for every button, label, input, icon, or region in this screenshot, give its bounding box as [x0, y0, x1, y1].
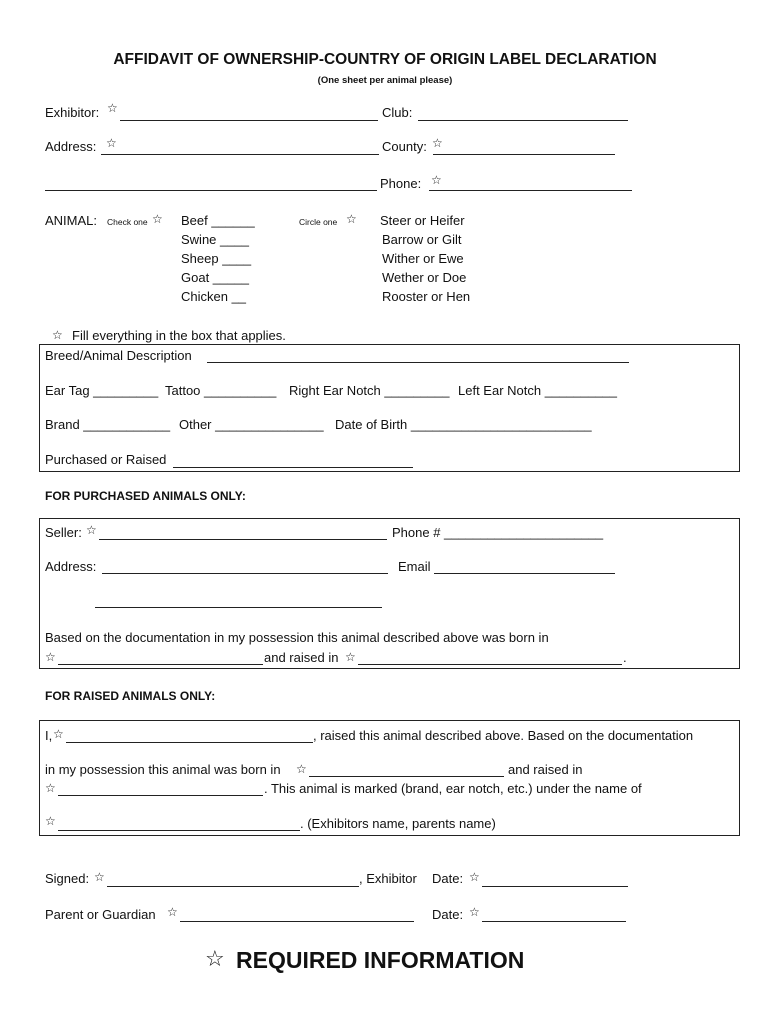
- form-title: AFFIDAVIT OF OWNERSHIP-COUNTRY OF ORIGIN LABEL DECLARATION: [113, 51, 657, 68]
- period: .: [623, 650, 627, 665]
- animal-label: ANIMAL:: [45, 213, 98, 228]
- breed-field[interactable]: [207, 362, 629, 363]
- species-goat[interactable]: Goat _____: [181, 270, 249, 285]
- address-line-2-field[interactable]: [45, 190, 377, 191]
- fill-instruction: Fill everything in the box that applies.: [72, 328, 286, 343]
- sex-option-barrow-gilt[interactable]: Barrow or Gilt: [382, 232, 462, 247]
- required-star-icon: ☆: [45, 781, 56, 795]
- parent-date-field[interactable]: [482, 921, 626, 922]
- required-star-icon: ☆: [52, 328, 63, 342]
- parent-guardian-label: Parent or Guardian: [45, 907, 156, 922]
- phone-field[interactable]: [429, 190, 632, 191]
- seller-address-label: Address:: [45, 559, 97, 574]
- raised-raised-in-field[interactable]: [58, 795, 263, 796]
- club-field[interactable]: [418, 120, 628, 121]
- tattoo-field[interactable]: Tattoo __________: [165, 383, 277, 398]
- signed-label: Signed:: [45, 871, 90, 886]
- exhibitor-signature-field[interactable]: [107, 886, 359, 887]
- exhibitor-label: Exhibitor:: [45, 105, 100, 120]
- required-star-icon: ☆: [107, 101, 118, 115]
- required-star-icon: ☆: [345, 650, 356, 664]
- form-subtitle: (One sheet per animal please): [317, 75, 453, 86]
- county-field[interactable]: [433, 154, 615, 155]
- required-star-icon: ☆: [45, 650, 56, 664]
- purchased-raised-field[interactable]: [173, 467, 413, 468]
- exhibitor-suffix: , Exhibitor: [359, 871, 417, 886]
- required-star-icon: ☆: [469, 905, 480, 919]
- names-note: . (Exhibitors name, parents name): [300, 816, 496, 831]
- required-star-icon: ☆: [86, 523, 97, 537]
- marked-statement: . This animal is marked (brand, ear notch, etc.) under the name of: [264, 781, 642, 796]
- required-star-icon: ☆: [152, 212, 163, 226]
- purchased-born-in-field[interactable]: [58, 664, 263, 665]
- species-chicken[interactable]: Chicken __: [181, 289, 247, 304]
- seller-phone-field[interactable]: Phone # ______________________: [392, 525, 604, 540]
- species-beef[interactable]: Beef ______: [181, 213, 255, 228]
- right-ear-notch-field[interactable]: Right Ear Notch _________: [289, 383, 450, 398]
- ear-tag-field[interactable]: Ear Tag _________: [45, 383, 159, 398]
- raised-i-label: I,: [45, 728, 53, 743]
- date-label: Date:: [432, 871, 464, 886]
- raised-raised-in-label: and raised in: [508, 762, 583, 777]
- phone-label: Phone:: [380, 176, 422, 191]
- seller-address-line-2-field[interactable]: [95, 607, 382, 608]
- sex-option-wether-doe[interactable]: Wether or Doe: [382, 270, 467, 285]
- required-star-icon: ☆: [45, 814, 56, 828]
- required-star-icon: ☆: [432, 136, 443, 150]
- left-ear-notch-field[interactable]: Left Ear Notch __________: [458, 383, 618, 398]
- required-star-icon: ☆: [106, 136, 117, 150]
- required-star-icon: ☆: [205, 947, 225, 972]
- address-label: Address:: [45, 139, 97, 154]
- purchased-raised-in-field[interactable]: [358, 664, 622, 665]
- sex-option-rooster-hen[interactable]: Rooster or Hen: [382, 289, 471, 304]
- purchased-heading: FOR PURCHASED ANIMALS ONLY:: [45, 489, 246, 503]
- required-information-note: REQUIRED INFORMATION: [236, 947, 525, 973]
- purchased-box: [39, 518, 740, 669]
- brand-field[interactable]: Brand ____________: [45, 417, 171, 432]
- breed-label: Breed/Animal Description: [45, 348, 192, 363]
- exhibitor-date-field[interactable]: [482, 886, 628, 887]
- county-label: County:: [382, 139, 427, 154]
- other-field[interactable]: Other _______________: [179, 417, 324, 432]
- date-label-2: Date:: [432, 907, 464, 922]
- raised-heading: FOR RAISED ANIMALS ONLY:: [45, 689, 216, 703]
- email-field[interactable]: [434, 573, 615, 574]
- species-sheep[interactable]: Sheep ____: [181, 251, 252, 266]
- required-star-icon: ☆: [296, 762, 307, 776]
- species-swine[interactable]: Swine ____: [181, 232, 249, 247]
- seller-field[interactable]: [99, 539, 387, 540]
- date-of-birth-field[interactable]: Date of Birth _________________________: [335, 417, 592, 432]
- raiser-name-field[interactable]: [66, 742, 313, 743]
- circle-one-label: Circle one: [299, 217, 338, 227]
- parent-signature-field[interactable]: [180, 921, 414, 922]
- raised-statement: , raised this animal described above. Based on the documentation: [313, 728, 694, 743]
- purchased-statement: Based on the documentation in my possession this animal described above was born in: [45, 630, 549, 645]
- required-star-icon: ☆: [346, 212, 357, 226]
- required-star-icon: ☆: [167, 905, 178, 919]
- required-star-icon: ☆: [469, 870, 480, 884]
- sex-option-steer-heifer[interactable]: Steer or Heifer: [380, 213, 465, 228]
- purchased-raised-label: Purchased or Raised: [45, 452, 167, 467]
- exhibitor-field[interactable]: [120, 120, 378, 121]
- check-one-label: Check one: [107, 217, 148, 227]
- required-star-icon: ☆: [431, 173, 442, 187]
- seller-address-field[interactable]: [102, 573, 388, 574]
- marked-name-field[interactable]: [58, 830, 300, 831]
- sex-option-wither-ewe[interactable]: Wither or Ewe: [382, 251, 464, 266]
- club-label: Club:: [382, 105, 413, 120]
- purchased-raised-in-label: and raised in: [264, 650, 339, 665]
- required-star-icon: ☆: [53, 727, 64, 741]
- possession-text: in my possession this animal was born in: [45, 762, 281, 777]
- seller-label: Seller:: [45, 525, 82, 540]
- email-label: Email: [398, 559, 431, 574]
- address-field[interactable]: [101, 154, 379, 155]
- required-star-icon: ☆: [94, 870, 105, 884]
- raised-born-in-field[interactable]: [309, 776, 504, 777]
